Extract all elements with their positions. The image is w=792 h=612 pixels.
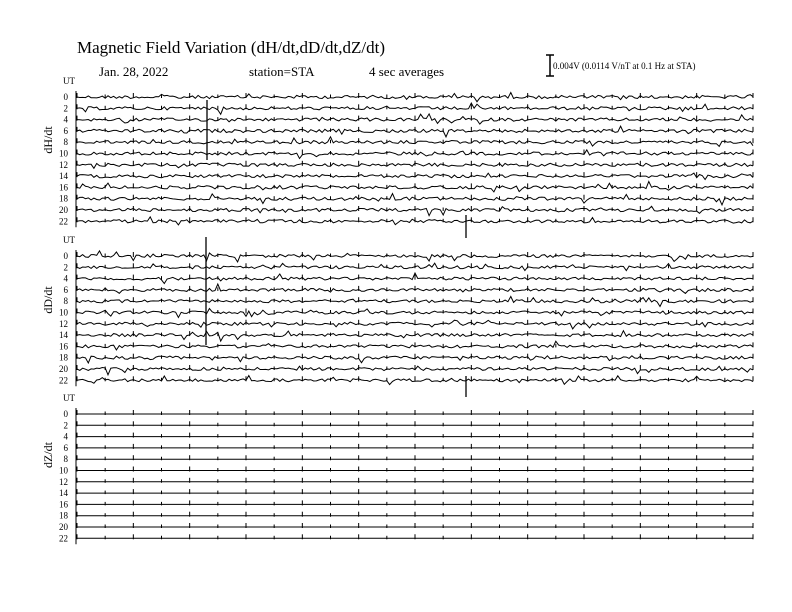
row-label-6: 6 (63, 442, 68, 453)
ut-axis-label: UT (63, 393, 75, 403)
row-label-18: 18 (59, 352, 68, 363)
row-label-2: 2 (63, 103, 68, 114)
row-label-12: 12 (59, 476, 68, 487)
row-label-14: 14 (59, 330, 68, 341)
panel-dD-dt (41, 235, 753, 386)
ut-axis-label: UT (63, 76, 75, 86)
row-label-16: 16 (59, 499, 68, 510)
row-label-22: 22 (59, 533, 68, 544)
row-label-12: 12 (59, 159, 68, 170)
scale-bar (546, 55, 554, 76)
row-label-14: 14 (59, 488, 68, 499)
panel-ylabel: dH/dt (41, 126, 55, 154)
row-label-10: 10 (59, 307, 68, 318)
row-label-4: 4 (63, 431, 68, 442)
row-label-2: 2 (63, 420, 68, 431)
panel-dZ-dt (41, 393, 753, 544)
row-label-0: 0 (63, 409, 68, 419)
row-label-10: 10 (59, 148, 68, 159)
row-label-8: 8 (63, 454, 68, 465)
row-label-18: 18 (59, 510, 68, 521)
row-label-8: 8 (63, 296, 68, 307)
station-label: station=STA (249, 64, 315, 79)
row-label-8: 8 (63, 137, 68, 148)
date-label: Jan. 28, 2022 (99, 64, 169, 79)
averaging-label: 4 sec averages (369, 64, 445, 79)
ut-axis-label: UT (63, 235, 75, 245)
panel-ylabel: dZ/dt (41, 442, 55, 468)
row-label-14: 14 (59, 171, 68, 182)
row-label-20: 20 (59, 364, 68, 374)
row-label-6: 6 (63, 125, 68, 136)
row-label-4: 4 (63, 114, 68, 125)
row-label-18: 18 (59, 193, 68, 204)
scale-bar-label: 0.004V (0.0114 V/nT at 0.1 Hz at STA) (553, 61, 696, 71)
panel-ylabel: dD/dt (41, 286, 55, 314)
row-label-20: 20 (59, 522, 68, 532)
row-label-16: 16 (59, 182, 68, 193)
row-label-2: 2 (63, 262, 68, 273)
panel-dH-dt (41, 76, 753, 227)
row-label-16: 16 (59, 341, 68, 352)
row-label-22: 22 (59, 216, 68, 227)
row-label-4: 4 (63, 273, 68, 284)
chart-title: Magnetic Field Variation (dH/dt,dD/dt,dZ/dt) (77, 38, 386, 57)
row-label-6: 6 (63, 284, 68, 295)
row-label-0: 0 (63, 251, 68, 261)
row-label-20: 20 (59, 205, 68, 215)
row-label-12: 12 (59, 318, 68, 329)
row-label-0: 0 (63, 92, 68, 102)
row-label-10: 10 (59, 465, 68, 476)
row-label-22: 22 (59, 375, 68, 386)
